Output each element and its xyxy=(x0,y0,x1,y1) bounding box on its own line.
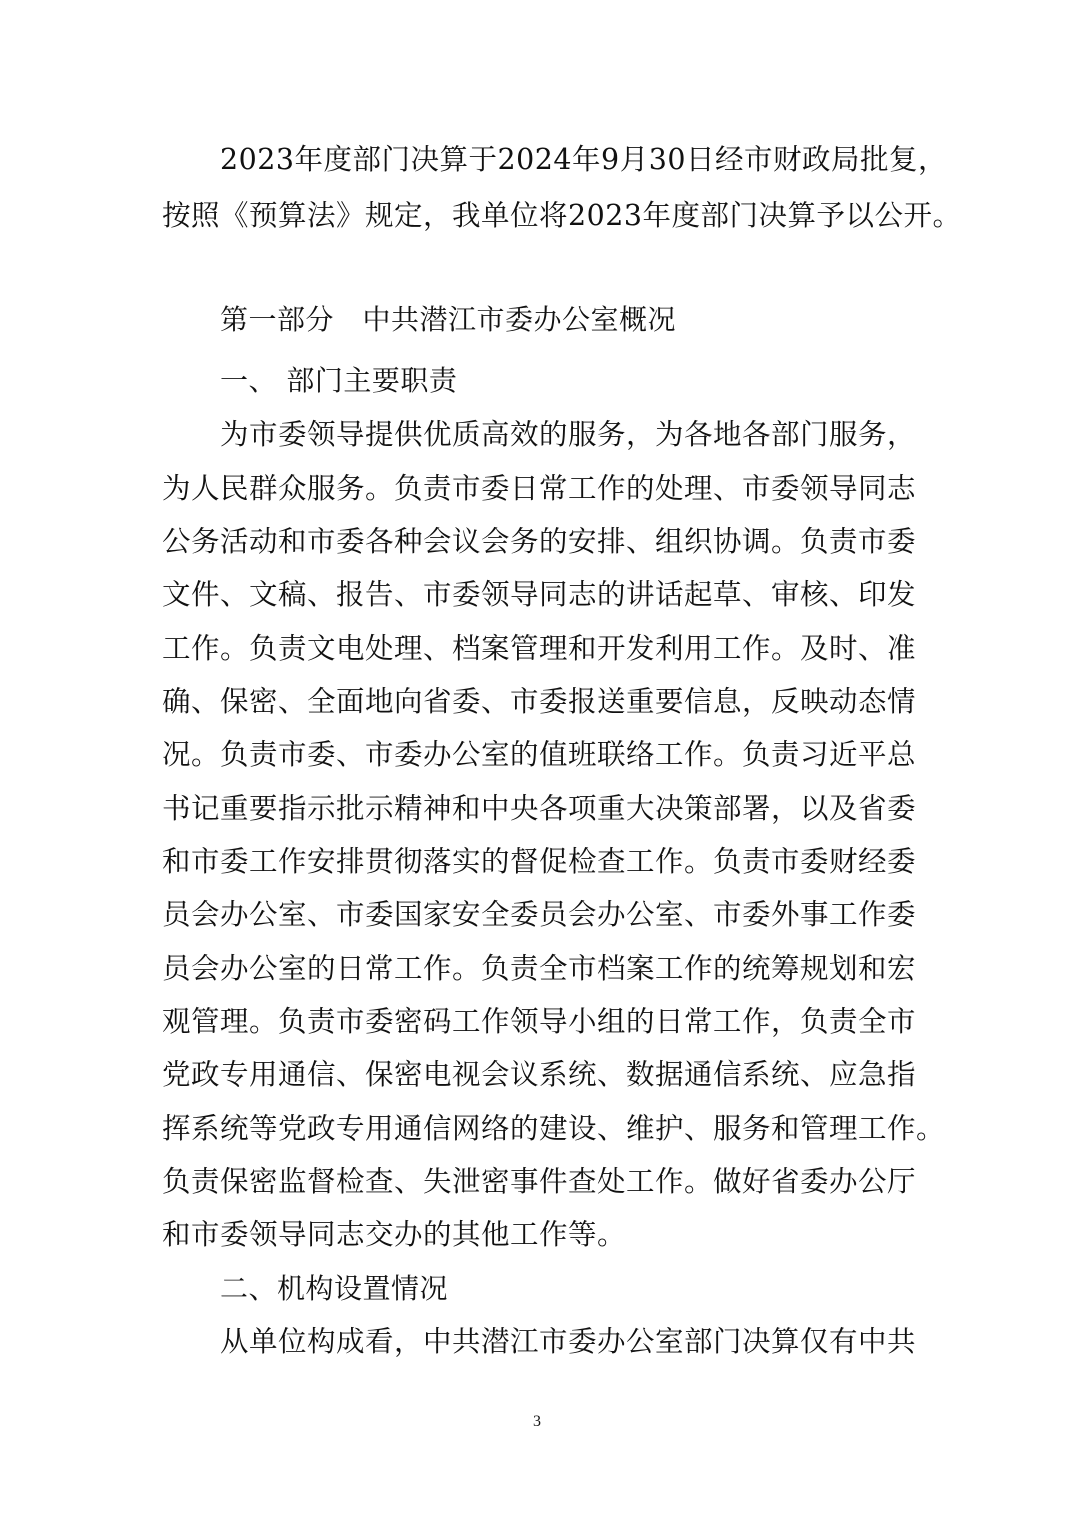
section1-line: 工作。负责文电处理、档案管理和开发利用工作。及时、准 xyxy=(162,632,917,665)
section1-line: 和市委领导同志交办的其他工作等。 xyxy=(162,1218,627,1251)
intro-line-2: 按照《预算法》规定，我单位将2023年度部门决算予以公开。 xyxy=(162,199,962,232)
section1-line: 文件、文稿、报告、市委领导同志的讲话起草、审核、印发 xyxy=(162,578,917,611)
section1-line: 挥系统等党政专用通信网络的建设、维护、服务和管理工作。 xyxy=(162,1112,946,1145)
page-number: 3 xyxy=(533,1413,541,1430)
section1-line: 员会办公室、市委国家安全委员会办公室、市委外事工作委 xyxy=(162,898,917,931)
section1-line: 公务活动和市委各种会议会务的安排、组织协调。负责市委 xyxy=(162,525,917,558)
section1-line: 负责保密监督检查、失泄密事件查处工作。做好省委办公厅 xyxy=(162,1165,917,1198)
section1-line: 党政专用通信、保密电视会议系统、数据通信系统、应急指 xyxy=(162,1058,917,1091)
part-title: 第一部分 中共潜江市委办公室概况 xyxy=(220,303,677,336)
section2-line: 从单位构成看，中共潜江市委办公室部门决算仅有中共 xyxy=(220,1325,917,1358)
section1-line: 确、保密、全面地向省委、市委报送重要信息，反映动态情 xyxy=(162,685,917,718)
section1-line: 为市委领导提供优质高效的服务，为各地各部门服务， xyxy=(220,418,917,451)
section1-heading: 一、 部门主要职责 xyxy=(220,364,458,397)
section1-line: 和市委工作安排贯彻落实的督促检查工作。负责市委财经委 xyxy=(162,845,917,878)
section1-line: 员会办公室的日常工作。负责全市档案工作的统筹规划和宏 xyxy=(162,952,917,985)
section1-line: 观管理。负责市委密码工作领导小组的日常工作，负责全市 xyxy=(162,1005,917,1038)
section1-line: 况。负责市委、市委办公室的值班联络工作。负责习近平总 xyxy=(162,738,917,771)
section1-line: 书记重要指示批示精神和中央各项重大决策部署，以及省委 xyxy=(162,792,917,825)
section1-line: 为人民群众服务。负责市委日常工作的处理、市委领导同志 xyxy=(162,472,917,505)
section2-heading: 二、机构设置情况 xyxy=(220,1272,449,1305)
intro-line-1: 2023年度部门决算于2024年9月30日经市财政局批复， xyxy=(220,143,947,176)
